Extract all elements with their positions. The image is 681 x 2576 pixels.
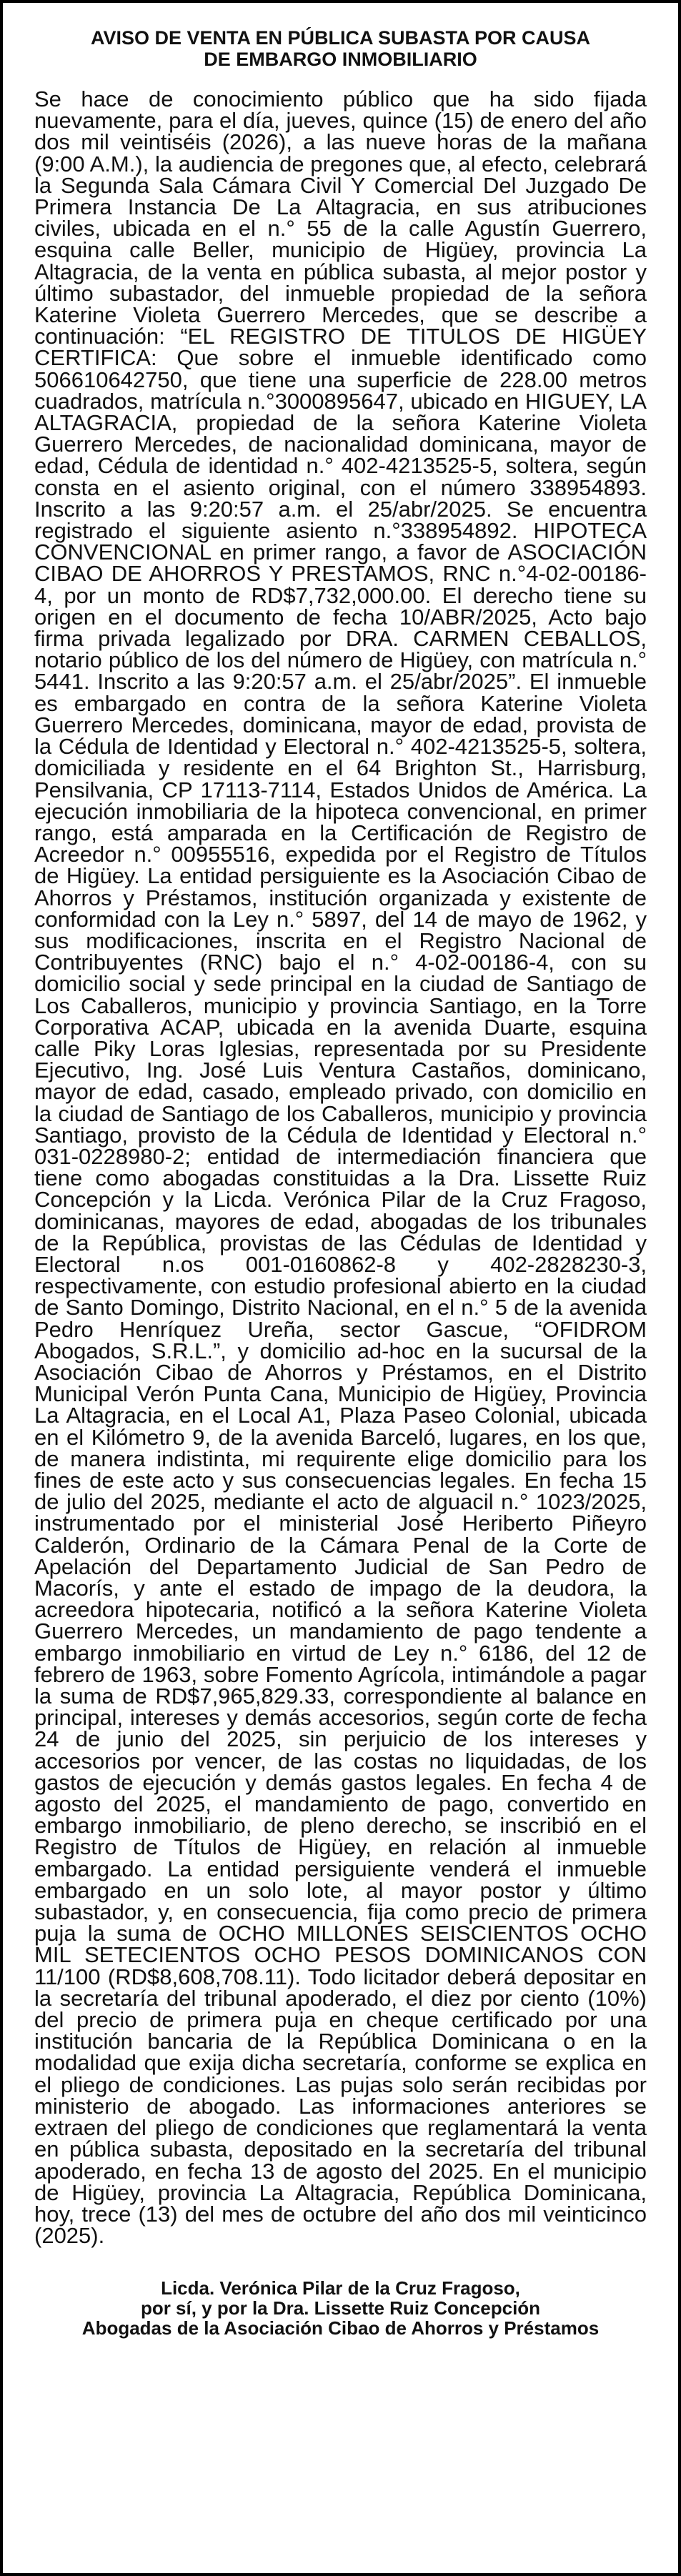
notice-title bbox=[34, 27, 647, 70]
notice-title-line-1: AVISO DE VENTA EN PÚBLICA SUBASTA POR CAUSA bbox=[90, 27, 591, 49]
signature-line-2: por sí, y por la Dra. Lissette Ruiz Concepción bbox=[140, 2297, 541, 2319]
notice-body: Se hace de conocimiento público que ha sido fijada nuevamente, para el día, jueves, quince (15) de enero del año dos mil veintiséis (2026), a las nueve horas de la mañana (9:00 A.M.), la audiencia de pregones que, al efecto, celebrará la Segunda Sala Cámara Civil Y Comercial Del Juzgado De Primera Instancia De La Altagracia, en sus atribuciones civiles, ubicada en el n.° 55 de la calle Agustín Guerrero, esquina calle Beller, municipio de Higüey, provincia La Altagracia, de la venta en pública subasta, al mejor postor y último subastador, del inmueble propiedad de la señora Katerine Violeta Guerrero Mercedes, que se describe a continuación: “EL REGISTRO DE TITULOS DE HIGÜEY CERTIFICA: Que sobre el inmueble identificado como 506610642750, que tiene una superficie de 228.00 metros cuadrados, matrícula n.°3000895647, ubicado en HIGUEY, LA ALTAGRACIA, propiedad de la señora Katerine Violeta Guerrero Mercedes, de nacionalidad dominicana, mayor de edad, Cédula de identidad n.° 402-4213525-5, soltera, según consta en el asiento original, con el número 338954893. Inscrito a las 9:20:57 a.m. el 25/abr/2025. Se encuentra registrado el siguiente asiento n.°338954892. HIPOTECA CONVENCIONAL en primer rango, a favor de ASOCIACIÓN CIBAO DE AHORROS Y PRESTAMOS, RNC n.°4-02-00186-4, por un monto de RD$7,732,000.00. El derecho tiene su origen en el documento de fecha 10/ABR/2025, Acto bajo firma privada legalizado por DRA. CARMEN CEBALLOS, notario público de los del número de Higüey, con matrícula n.° 5441. Inscrito a las 9:20:57 a.m. el 25/abr/2025”. El inmueble es embargado en contra de la señora Katerine Violeta Guerrero Mercedes, dominicana, mayor de edad, provista de la Cédula de Identidad y Electoral n.° 402-4213525-5, soltera, domiciliada y residente en el 64 Brighton St., Harrisburg, Pensilvania, CP 17113-7114, Estados Unidos de América. La ejecución inmobiliaria de la hipoteca convencional, en primer rango, está amparada en la Certificación de Registro de Acreedor n.° 00955516, expedida por el Registro de Títulos de Higüey. La entidad persiguiente es la Asociación Cibao de Ahorros y Préstamos, institución organizada y existente de conformidad con la Ley n.° 5897, del 14 de mayo de 1962, y sus modificaciones, inscrita en el Registro Nacional de Contribuyentes (RNC) bajo el n.° 4-02-00186-4, con su domicilio social y sede principal en la ciudad de Santiago de Los Caballeros, municipio y provincia Santiago, en la Torre Corporativa ACAP, ubicada en la avenida Duarte, esquina calle Piky Loras Iglesias, representada por su Presidente Ejecutivo, Ing. José Luis Ventura Castaños, dominicano, mayor de edad, casado, empleado privado, con domicilio en la ciudad de Santiago de los Caballeros, municipio y provincia Santiago, provisto de la Cédula de Identidad y Electoral n.° 031-0228980-2; entidad de intermediación financiera que tiene como abogadas constituidas a la Dra. Lissette Ruiz Concepción y la Licda. Verónica Pilar de la Cruz Fragoso, dominicanas, mayores de edad, abogadas de los tribunales de la República, provistas de las Cédulas de Identidad y Electoral n.os 001-0160862-8 y 402-2828230-3, respectivamente, con estudio profesional abierto en la ciudad de Santo Domingo, Distrito Nacional, en el n.° 5 de la avenida Pedro Henríquez Ureña, sector Gascue, “OFIDROM Abogados, S.R.L.”, y domicilio ad-hoc en la sucursal de la Asociación Cibao de Ahorros y Préstamos, en el Distrito Municipal Verón Punta Cana, Municipio de Higüey, Provincia La Altagracia, en el Local A1, Plaza Paseo Colonial, ubicada en el Kilómetro 9, de la avenida Barceló, lugares, en los que, de manera indistinta, mi requirente elige domicilio para los fines de este acto y sus consecuencias legales. En fecha 15 de julio del 2025, mediante el acto de alguacil n.° 1023/2025, instrumentado por el ministerial José Heriberto Piñeyro Calderón, Ordinario de la Cámara Penal de la Corte de Apelación del Departamento Judicial de San Pedro de Macorís, y ante el estado de impago de la deudora, la acreedora hipotecaria, notificó a la señora Katerine Violeta Guerrero Mercedes, un mandamiento de pago tendente a embargo inmobiliario en virtud de Ley n.° 6186, del 12 de febrero de 1963, sobre Fomento Agrícola, intimándole a pagar la suma de RD$7,965,829.33, correspondiente al balance en principal, intereses y demás accesorios, según corte de fecha 24 de junio del 2025, sin perjuicio de los intereses y accesorios por vencer, de las costas no liquidadas, de los gastos de ejecución y demás gastos legales. En fecha 4 de agosto del 2025, el mandamiento de pago, convertido en embargo inmobiliario, de pleno derecho, se inscribió en el Registro de Títulos de Higüey, en relación al inmueble embargado. La entidad persiguiente venderá el inmueble embargado en un solo lote, al mayor postor y último subastador, y, en consecuencia, fija como precio de primera puja la suma de OCHO MILLONES SEISCIENTOS OCHO MIL SETECIENTOS OCHO PESOS DOMINICANOS CON 11/100 (RD$8,608,708.11). Todo licitador deberá depositar en la secretaría del tribunal apoderado, el diez por ciento (10%) del precio de primera puja en cheque certificado por una institución bancaria de la República Dominicana o en la modalidad que exija dicha secretaría, conforme se explica en el pliego de condiciones. Las pujas solo serán recibidas por ministerio de abogado. Las informaciones anteriores se extraen del pliego de condiciones que reglamentará la venta en pública subasta, depositado en la secretaría del tribunal apoderado, en fecha 13 de agosto del 2025. En el municipio de Higüey, provincia La Altagracia, República Dominicana, hoy, trece (13) del mes de octubre del año dos mil veinticinco (2025). bbox=[34, 86, 647, 2249]
signature-block bbox=[34, 2278, 647, 2338]
notice-title-line-2: DE EMBARGO INMOBILIARIO bbox=[204, 49, 477, 70]
signature-line-1: Licda. Verónica Pilar de la Cruz Fragoso, bbox=[161, 2277, 520, 2299]
signature-line-3: Abogadas de la Asociación Cibao de Ahorros y Préstamos bbox=[81, 2317, 600, 2339]
